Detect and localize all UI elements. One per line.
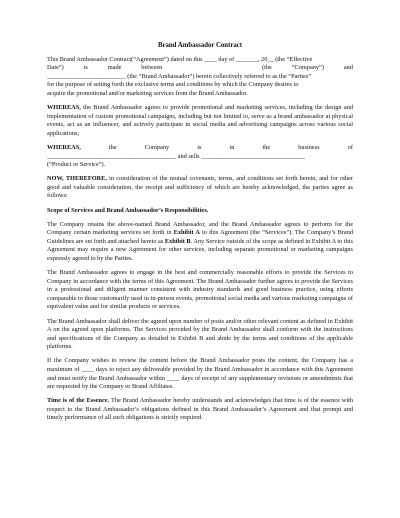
scope-paragraph-3: The Brand Ambassador shall deliver the agreed upon number of posts and/or other relevant content as defined in Exhibit A on the agreed upon platforms. The Services provided by the Brand Ambassador shall conform with the instructions and specifications of the Company as detailed in Exhibit B and abide by the terms and conditions of the applicable platforms.: [47, 317, 353, 351]
intro-line-3: _________________________ (the “Brand Ambassador”) herein collectively referred to as the “Parties”: [47, 72, 312, 80]
whereas-2-line-3: (“Product or Service”).: [47, 161, 106, 169]
intro-line-1: This Brand Ambassador Contract(“Agreement”) dated on this ____ day of _______, 20__ (the “Effective: [47, 55, 313, 63]
intro-line-4: for the purpose of setting forth the exclusive terms and conditions by which the Company desires to: [47, 81, 299, 89]
document-title: Brand Ambassador Contract: [157, 42, 243, 49]
whereas-paragraph-1: WHEREAS, the Brand Ambassador agrees to provide promotional and marketing services, including the design and implementation of custom promotional campaigns, including but not limited to, serve as a brand ambassador at physical events, act as an influencer, and actively participate in social media and advertising campaigns across various social applications;: [47, 104, 353, 137]
intro-line-5: acquire the promotional and/or marketing services from the Brand Ambassador.: [47, 89, 248, 97]
now-therefore-paragraph: NOW, THEREFORE, in consideration of the mutual covenants, terms, and conditions set forth herein, and for other good and valuable consideration, the receipt and sufficiency of which are hereby acknowledged, the parties agree as follows:: [47, 175, 353, 200]
scope-paragraph-2: The Brand Ambassador agrees to engage in the best and commercially reasonable efforts to provide the Services to Company in accordance with the terms of this Agreement. The Brand Ambassador further agrees to provide the Services in a professional and diligent manner consistent with industry standards and good business practice, using efforts comparable to those customarily used in in-person events, promotional social media and various marketing campaigns of equivalent value and for similar products or services.: [47, 269, 353, 311]
whereas-2-line-2: _________________________________________ and sells _________________________________: [47, 152, 305, 160]
intro-line-2: Date”) is made between (the “Company”) and: [47, 64, 353, 72]
whereas-paragraph-2: [47, 144, 353, 170]
intro-paragraph: [47, 56, 353, 99]
scope-paragraph-1: The Company retains the above-named Brand Ambassador, and the Brand Ambassador agrees to perform for the Company certain marketing services set forth in Exhibit A to this Agreement (the “Services”). The Company’s Brand Guidelines are set forth and attached hereto as Exhibit B. Any Service outside of the scope as defined in Exhibit A to this Agreement may require a new Agreement for other services, including separate promotional or marketing campaigns expressly agreed to by the Parties.: [47, 220, 353, 262]
time-essence-paragraph: Time is of the Essence. The Brand Ambassador hereby understands and acknowledges that time is of the essence with respect to the Brand Ambassador’s obligations defined in this Brand Ambassador’s Agreement and that prompt and timely performance of all such obligations is strictly required.: [47, 397, 353, 422]
section-heading: Scope of Services and Brand Ambassador’s Responsibilities.: [47, 206, 209, 214]
scope-paragraph-4: If the Company wishes to review the content before the Brand Ambassador posts the content, the Company has a maximum of ____ days to reject any deliverable provided by the Brand Ambassador in accordance with this Agreement and must notify the Brand Ambassador within ____ days of receipt of any supplementary revisions or amendments that are requested by the Company or Brand Affiliates.: [47, 357, 353, 391]
whereas-2-line-1: WHEREAS, the Company is in the business of: [47, 143, 353, 151]
